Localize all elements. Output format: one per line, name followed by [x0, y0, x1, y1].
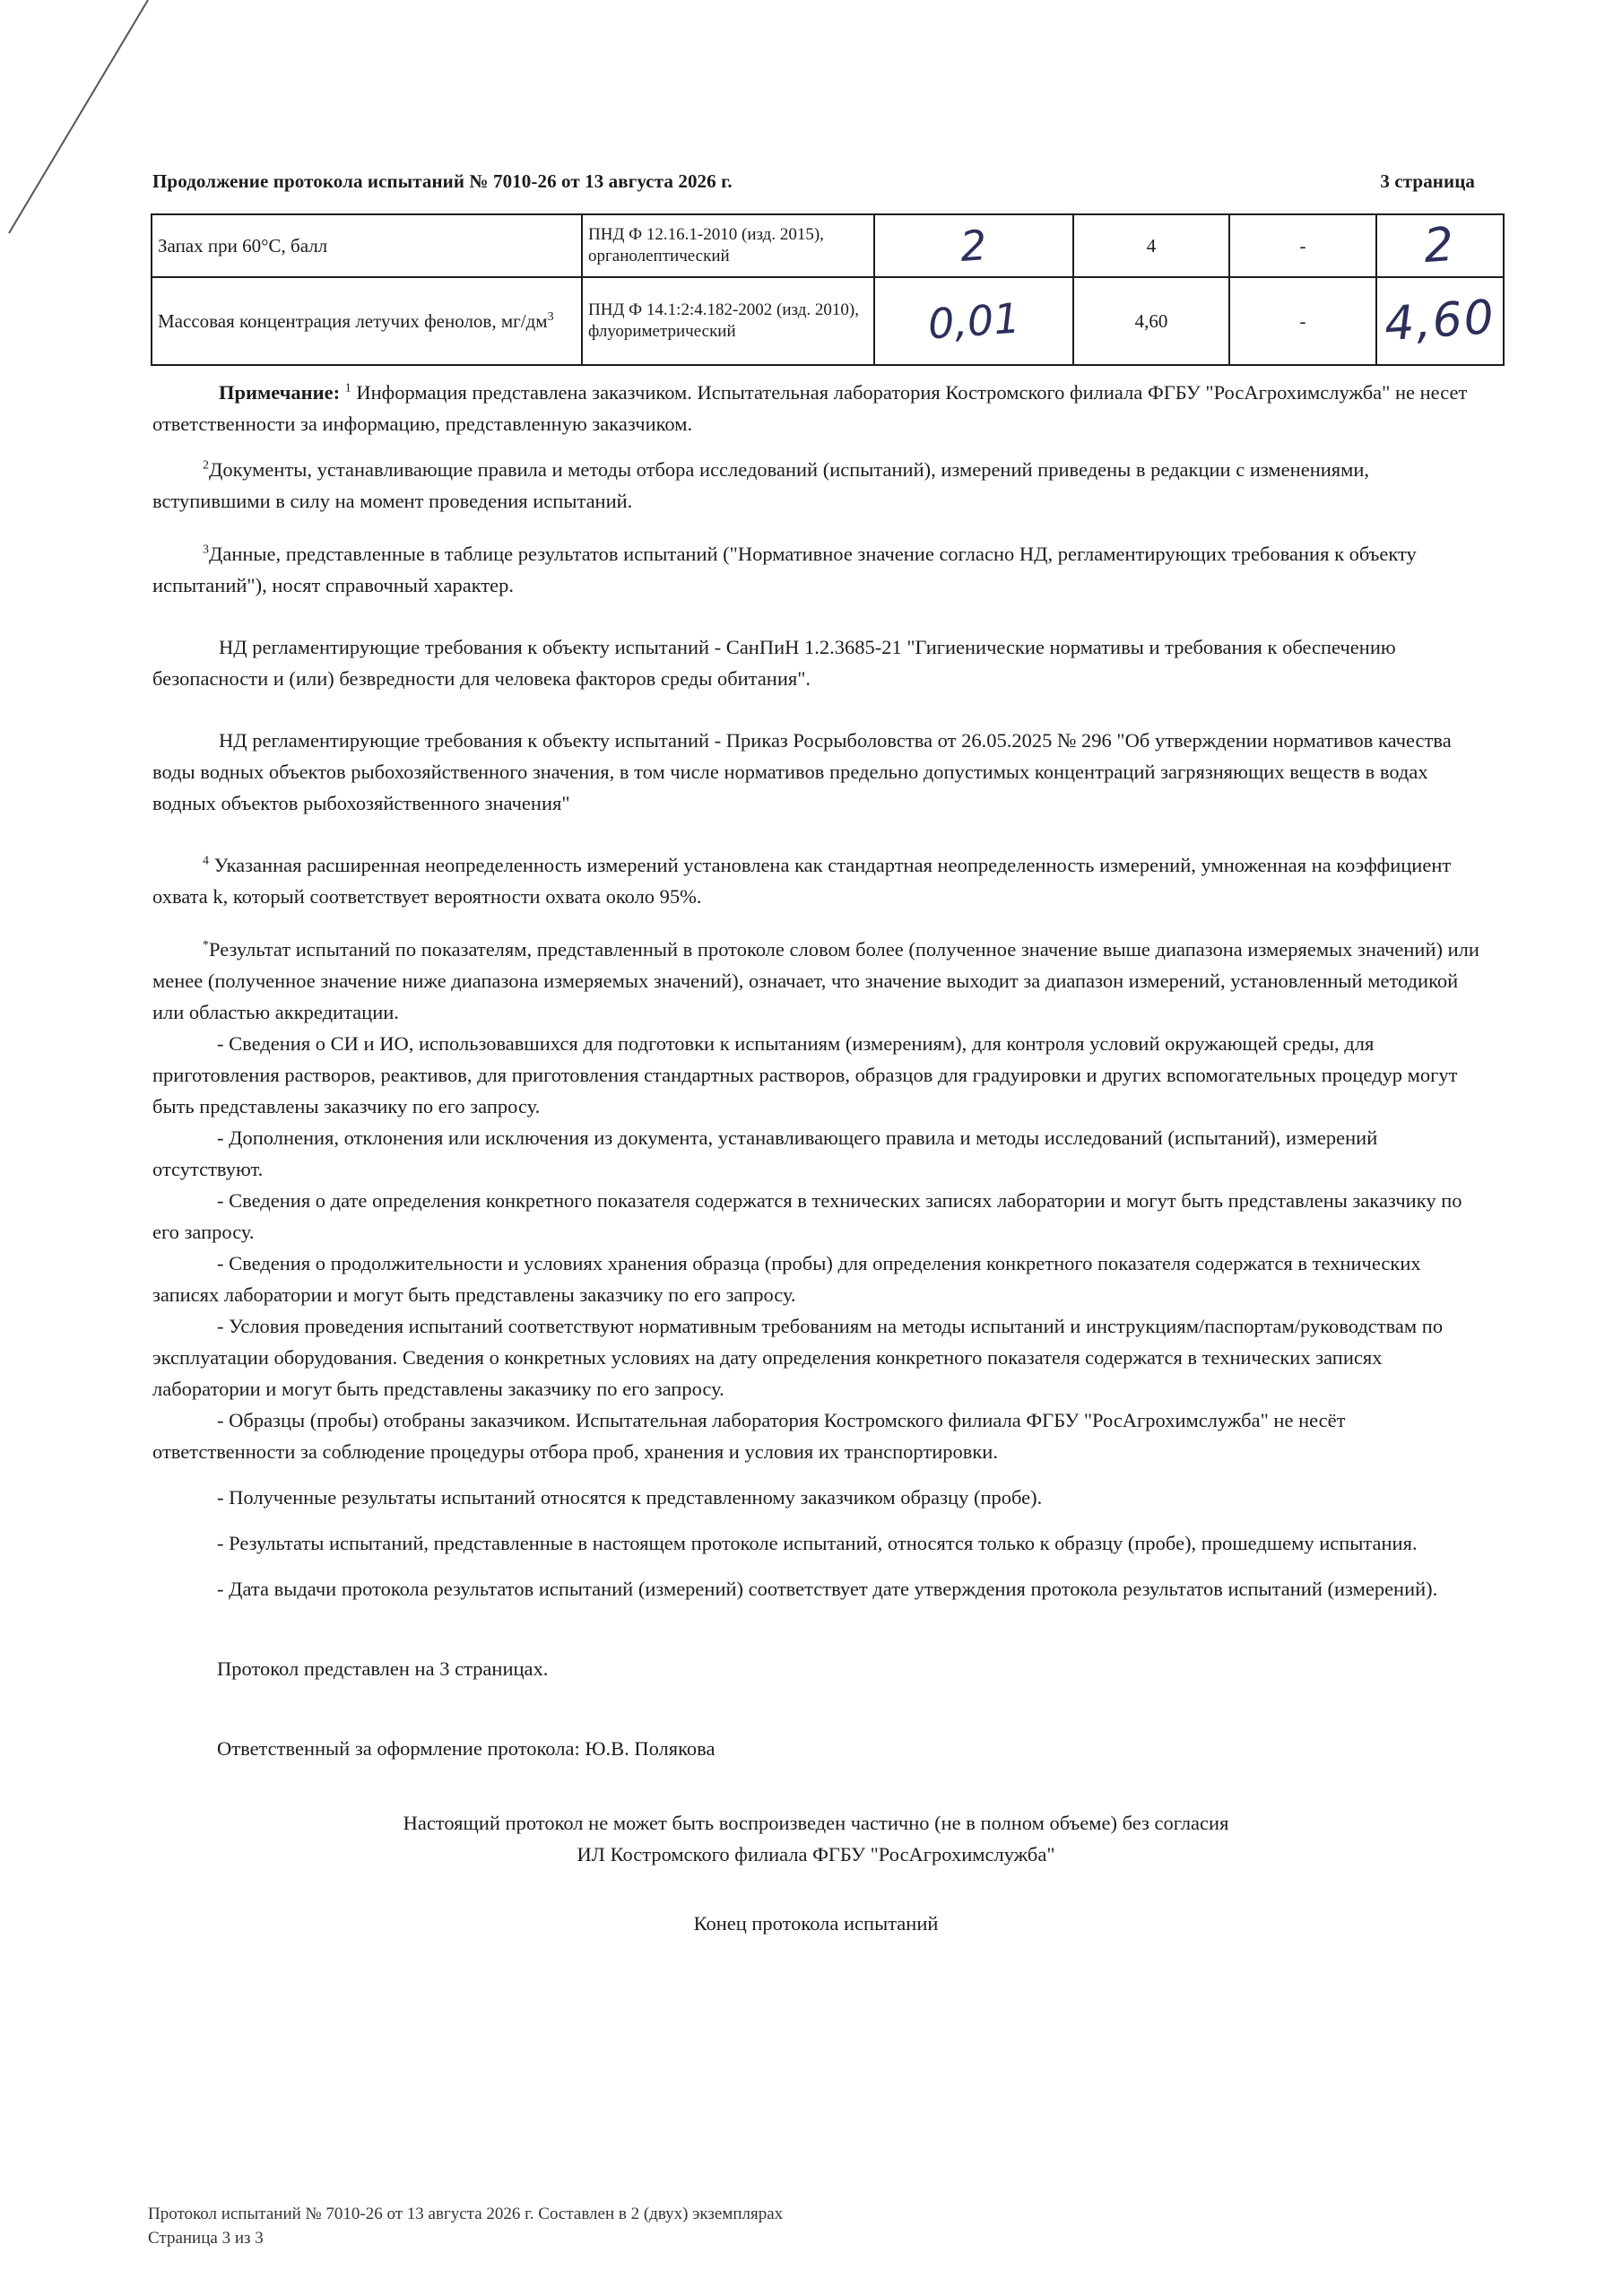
list-item: - Результаты испытаний, представленные в настоящем протоколе испытаний, относятся только к образцу (пробе), прошедшему испытания. [217, 1532, 1418, 1554]
handwritten-result: 2 [958, 221, 989, 271]
note-3 [152, 538, 1479, 601]
list-item: - Полученные результаты испытаний относятся к представленному заказчиком образцу (пробе). [217, 1486, 1043, 1509]
note-text: Информация представлена заказчиком. Испытательная лаборатория Костромского филиала ФГБУ "РосАгрохимслужба" не несет ответственности за информацию, представленную заказчиком. [152, 381, 1468, 435]
notes-section [152, 377, 1479, 1939]
nd-rosrybolovstvo: НД регламентирующие требования к объекту испытаний - Приказ Росрыболовства от 26.05.2025 № 296 "Об утверждении нормативов качества воды водных объектов рыбохозяйственного значения, в том числе нормативов предельно допустимых концентраций загрязняющих веществ в водах водных объектов рыбохозяйственного значения" [152, 729, 1452, 814]
method-cell: ПНД Ф 12.16.1-2010 (изд. 2015), органолептический [582, 214, 874, 277]
handwritten-final: 4,60 [1383, 290, 1497, 352]
reproduction-line-2: ИЛ Костромского филиала ФГБУ "РосАгрохимслужба" [577, 1843, 1055, 1866]
results-table [151, 213, 1505, 366]
note-sup: 3 [203, 543, 209, 557]
note-text: Документы, устанавливающие правила и методы отбора исследований (испытаний), измерений приведены в редакции с изменениями, вступившими в силу на момент проведения испытаний. [152, 458, 1370, 512]
note-star-mark: * [203, 938, 209, 952]
note-2 [152, 454, 1479, 517]
final-cell [1376, 277, 1504, 365]
end-of-protocol: Конец протокола испытаний [693, 1912, 939, 1935]
page-footer [148, 2202, 783, 2250]
note-text: Данные, представленные в таблице результатов испытаний ("Нормативное значение согласно НД, регламентирующих требования к объекту испытаний"), носят справочный характер. [152, 543, 1417, 596]
method-cell: ПНД Ф 14.1:2:4.182-2002 (изд. 2010), флуориметрический [582, 277, 874, 365]
nd-sanpin: НД регламентирующие требования к объекту испытаний - СанПиН 1.2.3685-21 "Гигиенические нормативы и требования к обеспечению безопасности и (или) безвредности для человека факторов среды обитания". [152, 636, 1396, 690]
responsible-person: Ответственный за оформление протокола: Ю.В. Полякова [217, 1737, 716, 1760]
pages-statement: Протокол представлен на 3 страницах. [217, 1657, 549, 1680]
dash-cell: - [1229, 277, 1376, 365]
note-text: Результат испытаний по показателям, представленный в протоколе словом более (полученное значение выше диапазона измеряемых значений) или менее (полученное значение ниже диапазона измеряемых значений), означает, что значение выходит за диапазон измерений, установленный методикой или областью аккредитации. [152, 938, 1479, 1023]
handwritten-result: 0,01 [926, 293, 1021, 349]
indicator-name-text: Массовая концентрация летучих фенолов, мг/дм [158, 309, 548, 332]
note-text: Указанная расширенная неопределенность измерений установлена как стандартная неопределенность измерений, умноженная на коэффициент охвата k, который соответствует вероятности охвата около 95%. [152, 854, 1452, 908]
reproduction-line-1: Настоящий протокол не может быть воспроизведен частично (не в полном объеме) без согласия [403, 1812, 1229, 1834]
list-item: - Дата выдачи протокола результатов испытаний (измерений) соответствует дате утверждения протокола результатов испытаний (измерений). [217, 1578, 1438, 1600]
list-item: - Дополнения, отклонения или исключения из документа, устанавливающего правила и методы исследований (испытаний), измерений отсутствуют. [152, 1126, 1378, 1180]
header-title: Продолжение протокола испытаний № 7010-26 от 13 августа 2026 г. [152, 170, 733, 192]
note-4 [152, 849, 1479, 912]
result-cell [874, 277, 1073, 365]
footer-line-2: Страница 3 из 3 [148, 2229, 264, 2248]
note-1 [152, 377, 1479, 439]
list-item: - Сведения о продолжительности и условиях хранения образца (пробы) для определения конкретного показателя содержатся в технических записях лаборатории и могут быть представлены заказчику по его запросу. [152, 1252, 1421, 1306]
indicator-name [152, 277, 582, 365]
final-cell [1376, 214, 1504, 277]
footer-line-1: Протокол испытаний № 7010-26 от 13 августа 2026 г. Составлен в 2 (двух) экземплярах [148, 2205, 784, 2223]
note-star [152, 934, 1479, 1028]
norm-cell: 4 [1073, 214, 1229, 277]
list-item: - Образцы (пробы) отобраны заказчиком. Испытательная лаборатория Костромского филиала ФГБУ "РосАгрохимслужба" не несёт ответственности за соблюдение процедуры отбора проб, хранения и условия их транспортировки. [152, 1409, 1346, 1463]
dash-cell: - [1229, 214, 1376, 277]
list-item: - Условия проведения испытаний соответствуют нормативным требованиям на методы испытаний и инструкциям/паспортам/руководствам по эксплуатации оборудования. Сведения о конкретных условиях на дату определения конкретного показателя содержатся в технических записях лаборатории и могут быть представлены заказчику по его запросу. [152, 1315, 1444, 1400]
table-row [152, 277, 1504, 365]
header-page-label: 3 страница [1380, 170, 1475, 192]
result-cell [874, 214, 1073, 277]
note-sup: 4 [203, 854, 209, 868]
page-header [152, 170, 1475, 193]
note-label: Примечание: [219, 381, 341, 404]
list-item: - Сведения о СИ и ИО, использовавшихся для подготовки к испытаниям (измерениям), для контроля условий окружающей среды, для приготовления растворов, реактивов, для приготовления стандартных растворов, образцов для градуировки и других вспомогательных процедур могут быть представлены заказчику по его запросу. [152, 1032, 1458, 1118]
norm-cell: 4,60 [1073, 277, 1229, 365]
note-sup: 2 [203, 458, 209, 473]
indicator-name: Запах при 60°С, балл [152, 214, 582, 277]
note-sup: 1 [344, 381, 351, 396]
list-item: - Сведения о дате определения конкретного показателя содержатся в технических записях лаборатории и могут быть представлены заказчику по его запросу. [152, 1189, 1462, 1243]
indicator-name-sup: 3 [547, 309, 554, 324]
table-row [152, 214, 1504, 277]
handwritten-final: 2 [1422, 217, 1458, 274]
